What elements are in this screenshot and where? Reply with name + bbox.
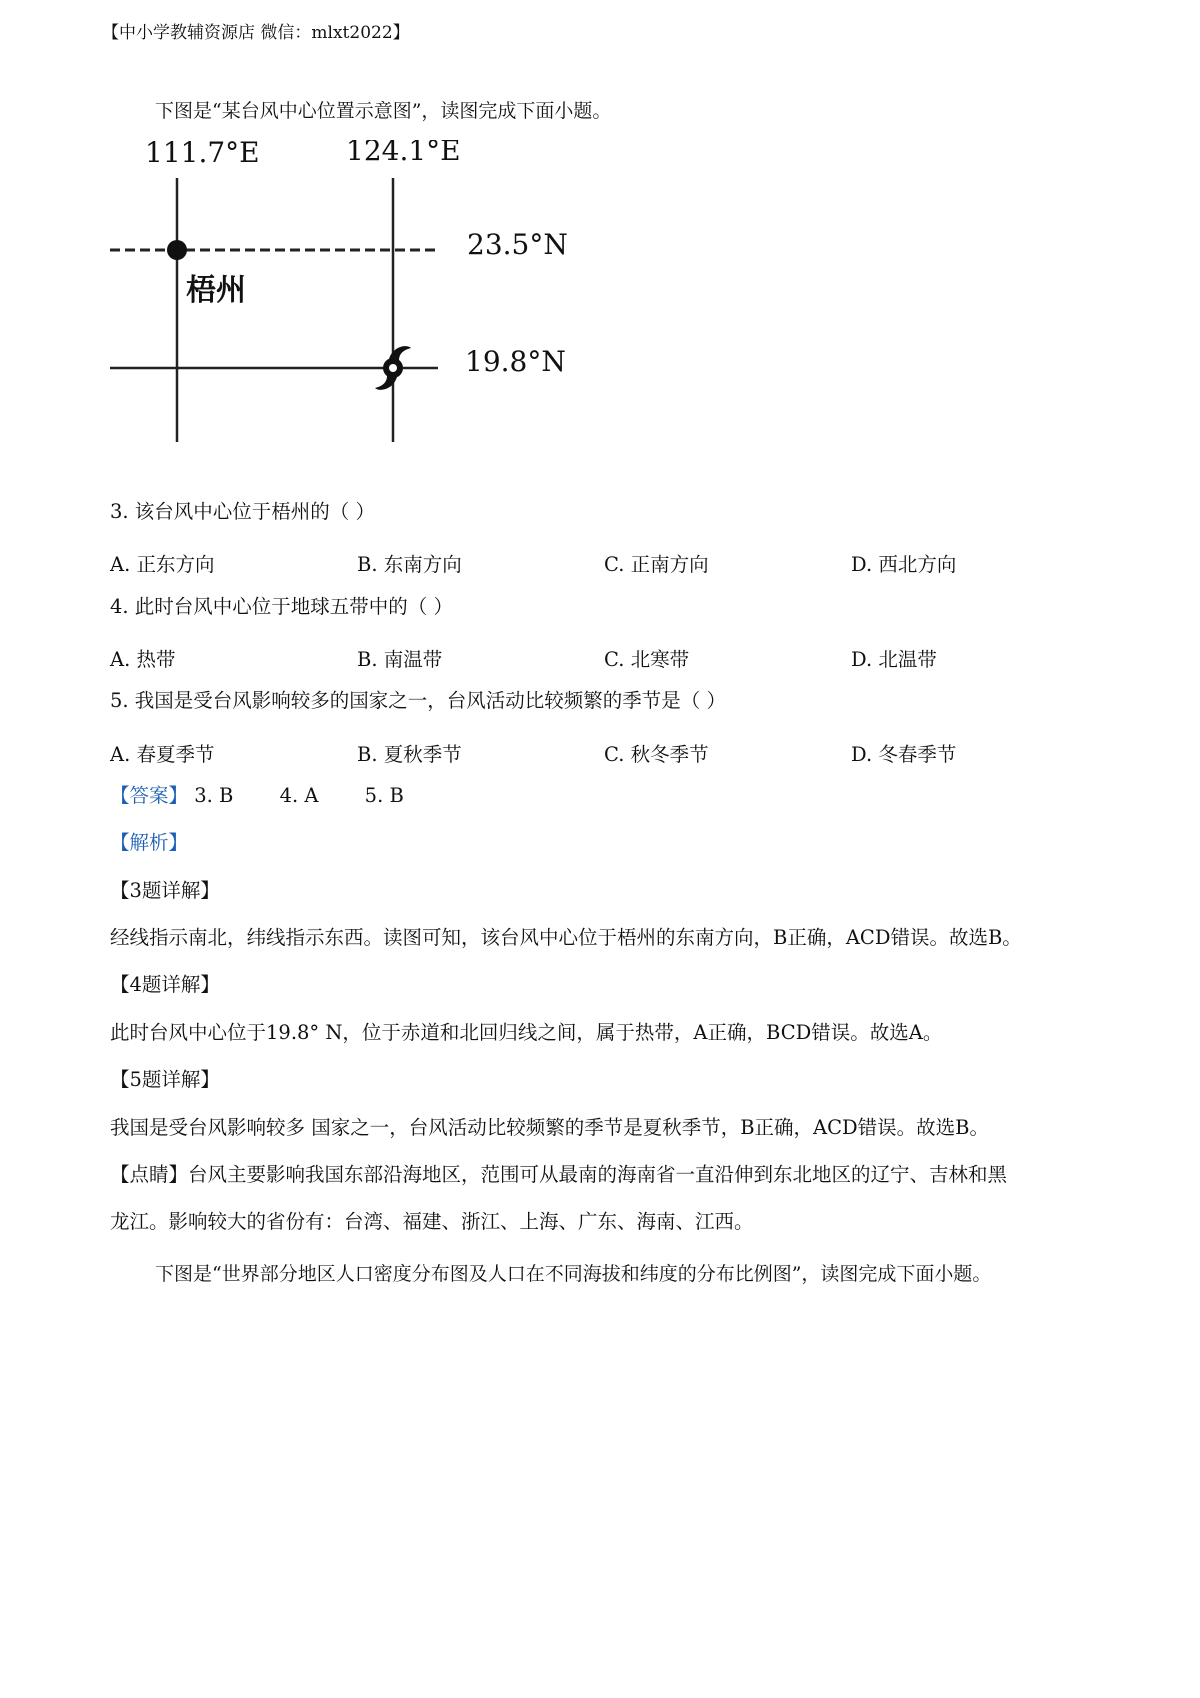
detail-4-text: 此时台风中心位于19.8° N，位于赤道和北回归线之间，属于热带，A正确，BCD错误。故选A。 — [110, 1021, 943, 1044]
q4-option-d[interactable]: D. 北温带 — [851, 648, 937, 671]
question-3-stem: 3. 该台风中心位于梧州的（ ） — [110, 500, 376, 523]
q5-option-b[interactable]: B. 夏秋季节 — [357, 743, 462, 766]
answer-item: 5. B — [364, 784, 404, 807]
q5-option-c[interactable]: C. 秋冬季节 — [604, 743, 709, 766]
detail-3-text: 经线指示南北，纬线指示东西。读图可知，该台风中心位于梧州的东南方向，B正确，ACD错误。故选B。 — [110, 926, 1022, 949]
question-4-stem: 4. 此时台风中心位于地球五带中的（ ） — [110, 595, 454, 618]
tip-line-2: 龙江。影响较大的省份有：台湾、福建、浙江、上海、广东、海南、江西。 — [110, 1210, 754, 1233]
q4-option-c[interactable]: C. 北寒带 — [604, 648, 690, 671]
q4-option-b[interactable]: B. 南温带 — [357, 648, 443, 671]
lat-top-label: 23.5°N — [467, 228, 568, 261]
detail-5-title: 【5题详解】 — [110, 1068, 220, 1091]
q3-option-c[interactable]: C. 正南方向 — [604, 553, 709, 576]
lat-bottom-label: 19.8°N — [465, 345, 566, 378]
q5-option-a[interactable]: A. 春夏季节 — [110, 743, 215, 766]
q4-option-a[interactable]: A. 热带 — [110, 648, 176, 671]
lon-right-label: 124.1°E — [346, 140, 461, 167]
intro-text-2: 下图是“世界部分地区人口密度分布图及人口在不同海拔和纬度的分布比例图”，读图完成下面小题。 — [155, 1263, 992, 1285]
tip-text-1: 台风主要影响我国东部沿海地区，范围可从最南的海南省一直沿伸到东北地区的辽宁、吉林和黑 — [188, 1163, 1008, 1186]
analysis-label: 【解析】 — [110, 831, 189, 854]
intro-text: 下图是“某台风中心位置示意图”，读图完成下面小题。 — [155, 100, 612, 122]
lon-left-label: 111.7°E — [145, 140, 260, 169]
answer-line — [110, 786, 404, 806]
q3-option-d[interactable]: D. 西北方向 — [851, 553, 957, 576]
question-5-stem: 5. 我国是受台风影响较多的国家之一，台风活动比较频繁的季节是（ ） — [110, 689, 727, 712]
q3-option-b[interactable]: B. 东南方向 — [357, 553, 462, 576]
city-dot — [167, 240, 187, 260]
tip-line-1 — [110, 1165, 1007, 1185]
header-tag: 【中小学教辅资源店 微信：mlxt2022】 — [102, 23, 410, 43]
answer-item: 3. B — [194, 784, 234, 807]
tip-label: 【点睛】 — [110, 1163, 189, 1186]
typhoon-position-figure — [110, 140, 610, 485]
detail-3-title: 【3题详解】 — [110, 879, 220, 902]
detail-5-text: 我国是受台风影响较多 国家之一，台风活动比较频繁的季节是夏秋季节，B正确，ACD错误。故选B。 — [110, 1116, 989, 1139]
q5-option-d[interactable]: D. 冬春季节 — [851, 743, 957, 766]
answer-item: 4. A — [279, 784, 319, 807]
city-label: 梧州 — [186, 273, 246, 308]
q3-option-a[interactable]: A. 正东方向 — [110, 553, 215, 576]
detail-4-title: 【4题详解】 — [110, 973, 220, 996]
answer-label: 【答案】 — [110, 784, 189, 807]
